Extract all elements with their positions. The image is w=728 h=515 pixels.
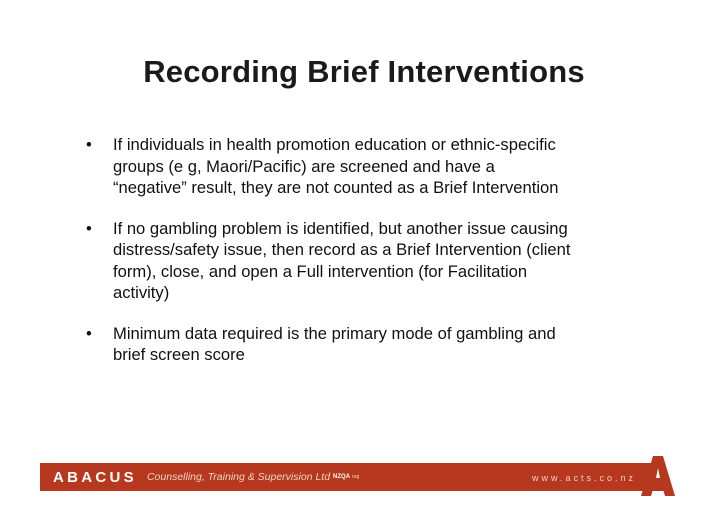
footer-tagline: Counselling, Training & Supervision Ltd <box>146 471 331 483</box>
bullet-line: form), close, and open a Full intervention (for Facilitation <box>113 261 528 281</box>
bullet-line: brief screen score <box>113 345 245 364</box>
footer-brand: ABACUS <box>53 468 137 486</box>
footer-website: www.acts.co.nz <box>531 473 636 483</box>
bullet-list <box>86 134 646 385</box>
bullet-line: distress/safety issue, then record as a Brief Intervention (client <box>113 240 571 259</box>
bullet-line: If no gambling problem is identified, but another issue causing <box>113 218 568 238</box>
bullet-item <box>86 134 646 199</box>
footer-nzqa-sub: reg <box>352 474 360 480</box>
abacus-a-logo-icon <box>641 456 675 496</box>
footer-bar <box>40 463 664 491</box>
bullet-line: activity) <box>113 283 170 302</box>
bullet-line: “negative” result, they are not counted as a Brief Intervention <box>113 178 559 197</box>
slide-title: Recording Brief Interventions <box>143 54 585 89</box>
bullet-item <box>86 218 646 304</box>
bullet-marker: • <box>86 218 92 238</box>
bullet-marker: • <box>86 135 92 154</box>
bullet-line: groups (e g, Maori/Pacific) are screened and have a <box>113 156 495 176</box>
footer-nzqa: NZQA <box>333 474 351 480</box>
bullet-line: If individuals in health promotion education or ethnic-specific <box>113 135 556 154</box>
bullet-line: Minimum data required is the primary mode of gambling and <box>113 323 556 343</box>
bullet-item <box>86 323 646 366</box>
bullet-marker: • <box>86 323 92 343</box>
